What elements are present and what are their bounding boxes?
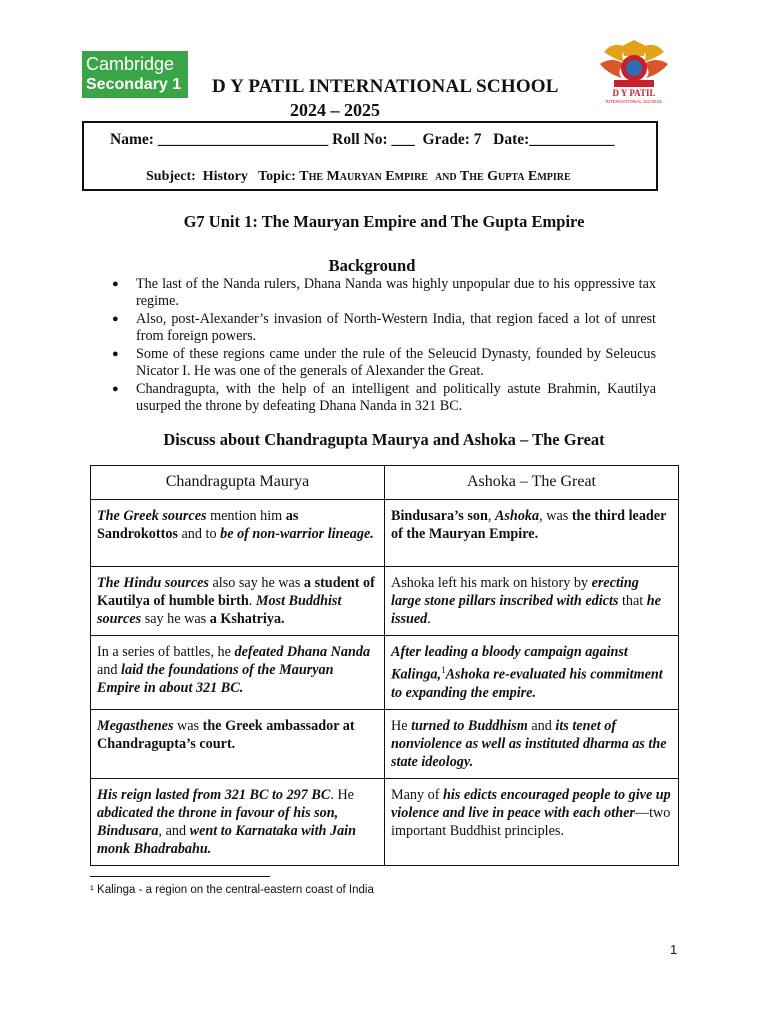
background-list [112,276,656,416]
cell-text-run: and [527,717,556,734]
cell-text-run: say he was [141,611,210,627]
footnote-divider [90,876,270,877]
cell-text-run: the third leader of the Mauryan Empire. [391,508,667,542]
cell-text-run: its tenet of nonviolence as well as instituted dharma as the state ideology. [391,717,667,770]
cell-text-run: he issued [391,593,661,627]
cell-text-run: Megasthenes [97,717,174,734]
header-ashoka: Ashoka – The Great [385,466,679,500]
cell-text-run: turned to Buddhism [411,717,528,734]
cell-text-run: Many of [391,786,444,803]
table-row [91,636,679,710]
cell-text-run: went to Karnataka with Jain monk Bhadrabahu. [97,822,357,857]
cell-text-run: . [427,611,431,627]
cell-text-run: Ashoka [494,508,540,524]
crest-text: D Y PATIL [612,88,656,98]
cell-text-run: laid the foundations of the Mauryan Empire in about 321 BC. [97,662,334,696]
chandragupta-cell [91,709,385,778]
academic-year: 2024 – 2025 [290,100,380,120]
table-row [91,778,679,865]
cell-text-run: The Greek sources [97,508,207,524]
cell-text-run: , [487,508,495,524]
cell-text-run: Ashoka left his mark on history by [391,575,592,591]
comparison-table [90,465,679,866]
chandragupta-cell [91,567,385,636]
cell-text-run: . He [330,786,354,803]
table-header-row [91,466,679,500]
student-info-box [82,121,658,191]
cell-text-run: His reign lasted from 321 BC to 297 BC [97,786,331,803]
ashoka-cell [385,709,679,778]
discussion-heading: Discuss about Chandragupta Maurya and Ashoka – The Great [163,430,605,449]
cell-text-run: , was [539,508,572,524]
list-item: ● Some of these regions came under the rule of the Seleucid Dynasty, founded by Seleucus Nicator I. He was one of the generals of Alexander the Great. [112,346,656,380]
school-name: D Y PATIL INTERNATIONAL SCHOOL [212,76,559,97]
table-row [91,500,679,567]
cell-text-run: , and [158,822,190,839]
crest-subtext: INTERNATIONAL SCHOOL [605,99,663,104]
topic-text: The Mauryan Empire and The Gupta Empire [299,169,571,184]
cell-text-run: that [618,593,647,609]
school-crest-icon [596,38,672,112]
cell-text-run: mention him [206,508,286,524]
table-row [91,567,679,636]
cell-text-run: abdicated the throne in favour of his son, Bindusara [97,804,339,839]
footnote: ¹ Kalinga - a region on the central-eastern coast of India [90,884,374,896]
cell-text-run: defeated Dhana Nanda [234,644,371,660]
cell-text-run: the Greek ambassador at Chandragupta’s court. [97,717,355,752]
cell-text-run: —two important Buddhist principles. [391,804,671,839]
chandragupta-cell [91,500,385,567]
cell-text-run: erecting large stone pillars inscribed with edicts [391,575,639,609]
cell-text-run: 1 [441,665,446,675]
student-details-line: Name: ______________________ Roll No: ___ Grade: 7 Date:___________ [110,131,615,148]
unit-title: G7 Unit 1: The Mauryan Empire and The Gupta Empire [183,212,585,231]
cell-text-run: a Kshatriya. [209,611,285,627]
cell-text-run: as Sandrokottos [97,508,299,542]
cell-text-run: a student of Kautilya of humble birth [97,575,375,609]
cell-text-run: After leading a bloody campaign against Kalinga, [391,644,628,683]
header-chandragupta: Chandragupta Maurya [91,466,385,500]
cell-text-run: and to [177,526,221,542]
ashoka-cell [385,778,679,865]
cell-text-run: The Hindu sources [97,575,209,591]
cambridge-logo-line1: Cambridge [86,54,175,74]
cambridge-logo [82,51,188,98]
cell-text-run: Bindusara’s son [391,508,488,524]
cell-text-run: and [97,662,122,678]
cell-text-run: . [248,593,256,609]
cell-text-run: be of non-warrior lineage. [220,526,374,542]
page-number: 1 [670,942,678,957]
subject-label: Subject: History Topic: [146,169,300,184]
chandragupta-cell [91,636,385,710]
cell-text-run: Ashoka re-evaluated his commitment to expanding the empire. [391,666,663,701]
list-item: ● Chandragupta, with the help of an intelligent and politically astute Brahmin, Kautilya usurped the throne by defeating Dhana Nanda in 321 BC. [112,381,656,415]
background-heading: Background [328,256,416,275]
chandragupta-cell [91,778,385,865]
cell-text-run: Most Buddhist sources [97,593,342,627]
cell-text-run: He [391,717,412,734]
cell-text-run: his edicts encouraged people to give up violence and live in peace with each other [391,786,671,821]
ashoka-cell [385,500,679,567]
cell-text-run: In a series of battles, he [97,644,235,660]
cell-text-run: was [173,717,203,734]
ashoka-cell [385,567,679,636]
table-row [91,709,679,778]
list-item: ● Also, post-Alexander’s invasion of North-Western India, that region faced a lot of unrest from foreign powers. [112,311,656,345]
cell-text-run: also say he was [208,575,304,591]
ashoka-cell [385,636,679,710]
cambridge-logo-line2: Secondary 1 [86,76,182,93]
list-item: ● The last of the Nanda rulers, Dhana Nanda was highly unpopular due to his oppressive tax regime. [112,276,656,310]
subject-topic-line [146,169,571,185]
